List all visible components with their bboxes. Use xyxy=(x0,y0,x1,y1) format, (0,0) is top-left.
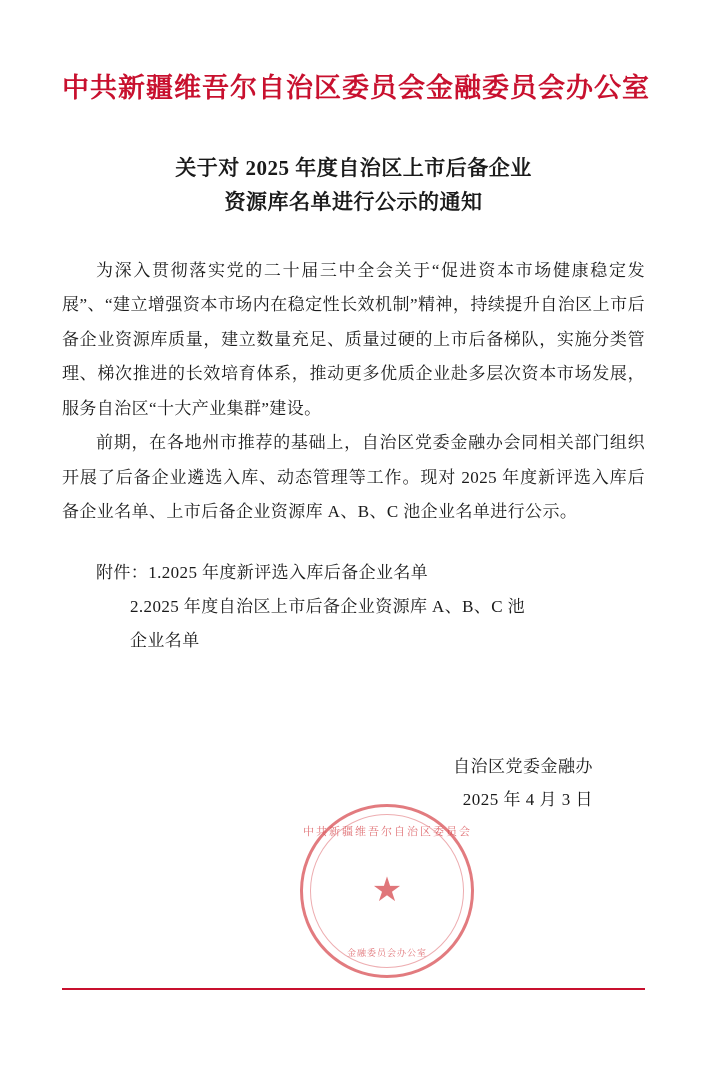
signature-date: 2025 年 4 月 3 日 xyxy=(462,789,593,809)
seal-star-icon: ★ xyxy=(371,872,403,909)
title-line-2: 资源库名单进行公示的通知 xyxy=(224,189,483,214)
title-line-1: 关于对 2025 年度自治区上市后备企业 xyxy=(175,156,532,181)
attachments-section xyxy=(62,556,645,658)
seal-bottom-text: 金融委员会办公室 xyxy=(346,948,427,958)
document-page xyxy=(0,72,707,1072)
footer-rule xyxy=(62,988,645,990)
letterhead-organization: 中共新疆维吾尔自治区委员会金融委员会办公室 xyxy=(62,73,650,103)
official-seal-icon xyxy=(300,804,474,978)
attachments-label: 附件： xyxy=(96,562,149,582)
attachment-item-1 xyxy=(62,556,645,590)
page-title xyxy=(62,152,645,219)
attachment-item-2: 2.2025 年度自治区上市后备企业资源库 A、B、C 池 xyxy=(130,596,526,616)
body-paragraph-2: 前期，在各地州市推荐的基础上，自治区党委金融办会同相关部门组织开展了后备企业遴选入库、动态管理等工作。现对 2025 年度新评选入库后备企业名单、上市后备企业资源库 A、B、C 池企业名单进行公示。 xyxy=(62,433,645,522)
signature-issuer: 自治区党委金融办 xyxy=(453,756,593,776)
document-body xyxy=(62,254,645,530)
seal-inner-ring xyxy=(310,814,464,968)
body-paragraph-1: 为深入贯彻落实党的二十届三中全会关于“促进资本市场健康稳定发展”、“建立增强资本市场内在稳定性长效机制”精神，持续提升自治区上市后备企业资源库质量，建立数量充足、质量过硬的上市后备梯队，实施分类管理、梯次推进的长效培育体系，推动更多优质企业赴多层次资本市场发展，服务自治区“十大产业集群”建设。 xyxy=(62,260,645,418)
seal-top-text: 中共新疆维吾尔自治区委员会 xyxy=(303,826,472,838)
attachment-item-2-continuation: 企业名单 xyxy=(130,630,200,650)
signature-block xyxy=(62,750,645,816)
attachment-1-text: 1.2025 年度新评选入库后备企业名单 xyxy=(148,562,429,582)
